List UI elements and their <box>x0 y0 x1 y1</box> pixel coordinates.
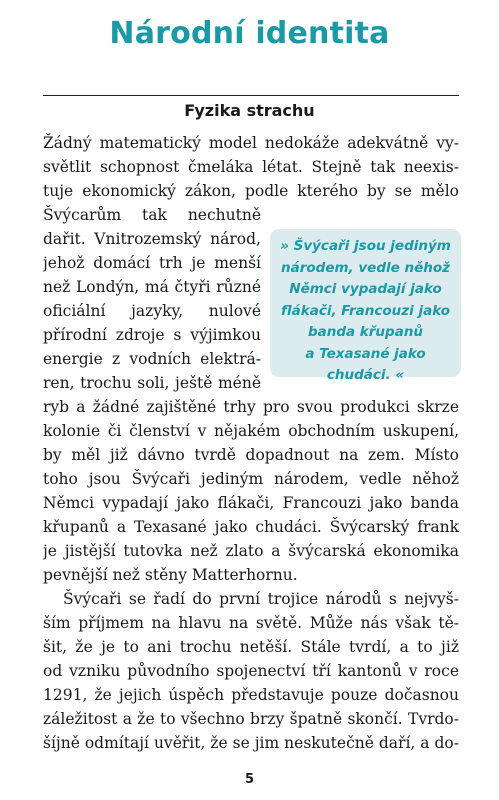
body-line: jehož domácí trh je menší <box>43 254 261 272</box>
body-line: energie z vodních elektrá- <box>43 350 261 368</box>
body-line: světlit schopnost čmeláka létat. Stejně tak neexis- <box>43 158 459 176</box>
body-line: než Londýn, má čtyři různé <box>43 278 261 296</box>
body-line: Žádný matematický model nedokáže adekvátně vy- <box>43 134 459 152</box>
pull-quote-text <box>270 236 461 387</box>
body-line: ryb a žádné zajištěné trhy pro svou produkci skrze <box>43 398 459 416</box>
body-line: Němci vypadají jako flákači, Francouzi jako banda <box>43 494 459 512</box>
body-line: dařit. Vnitrozemský národ, <box>43 230 261 248</box>
body-line: je jistější tutovka než zlato a švýcarská ekonomika <box>43 542 459 560</box>
pull-quote-line: banda křupanů <box>307 324 424 340</box>
chapter-title: Národní identita <box>109 16 390 51</box>
body-line: od vzniku původního spojenectví tří kantonů v roce <box>43 662 459 680</box>
page-number: 5 <box>244 772 255 787</box>
pull-quote-line: flákači, Francouzi jako <box>281 302 450 319</box>
body-line: křupanů a Texasané jako chudáci. Švýcarský frank <box>43 518 459 536</box>
body-line: Švýcaři se řadí do první trojice národů s nejvyš- <box>63 590 459 608</box>
body-line: tuje ekonomický zákon, podle kterého by se mělo <box>43 182 459 200</box>
pull-quote-line: národem, vedle něhož <box>281 259 450 276</box>
body-line: ším příjmem na hlavu na světě. Může nás však tě- <box>43 614 459 632</box>
body-line: šit, že je to ani trochu netěší. Stále tvrdí, a to již <box>43 638 459 656</box>
body-line: Švýcarům tak nechutně <box>43 206 261 224</box>
pull-quote-line: a Texasané jako <box>305 345 426 362</box>
pull-quote-line: Němci vypadají jako <box>289 281 442 297</box>
body-line: přírodní zdroje s výjimkou <box>43 326 261 344</box>
body-line: by měl již dávno tvrdě dopadnout na zem. Místo <box>43 446 459 464</box>
body-line: toho jsou Švýcaři jediným národem, vedle něhož <box>43 470 459 488</box>
body-line: pevnější než stěny Matterhornu. <box>43 566 298 584</box>
pull-quote-line: chudáci. « <box>326 367 405 383</box>
section-heading: Fyzika strachu <box>184 101 315 120</box>
section-divider <box>43 95 459 96</box>
pull-quote-line: » Švýcaři jsou jediným <box>280 238 451 254</box>
body-line: záležitost a že to všechno brzy špatně skončí. Tvrdo- <box>43 710 459 728</box>
body-line: oficiální jazyky, nulové <box>43 302 261 320</box>
pull-quote <box>270 229 461 383</box>
body-line: 1291, že jejich úspěch představuje pouze dočasnou <box>43 686 459 704</box>
body-line: šíjně odmítají uvěřit, že se jim neskutečně daří, a do- <box>43 734 459 752</box>
body-line: ren, trochu soli, ještě méně <box>43 374 261 392</box>
body-line: kolonie či členství v nějakém obchodním uskupení, <box>43 422 459 440</box>
